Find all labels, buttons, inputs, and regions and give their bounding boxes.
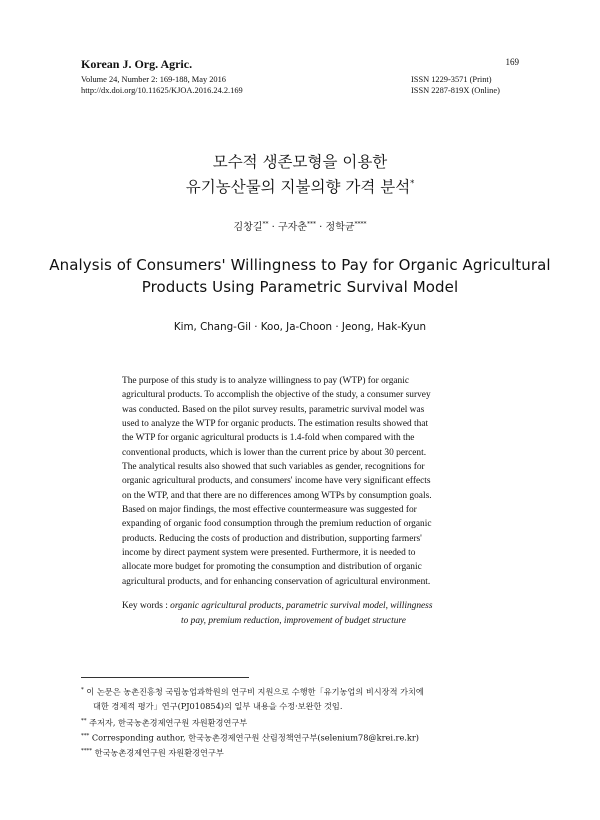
abstract-line: agricultural products, and for enhancing conservation of agricultural environment.	[122, 576, 431, 587]
footnote-2-mark: **	[81, 718, 87, 724]
author-1-mark: **	[262, 220, 269, 228]
abstract-line: organic agricultural products, and consumers' income have very significant effects	[122, 476, 431, 487]
abstract-line: products. Reducing the costs of production and distribution, supporting farmers'	[122, 533, 422, 544]
korean-title-line2	[0, 175, 600, 197]
korean-title-line1: 모수적 생존모형을 이용한	[212, 153, 388, 171]
english-title-line2: Products Using Parametric Survival Model	[141, 278, 459, 296]
abstract-line: the WTP for organic agricultural products is 1.4-fold when compared with the	[122, 433, 415, 444]
korean-author-2: 구자춘	[278, 222, 307, 233]
footnote-1-line1: 이 논문은 농촌진흥청 국립농업과학원의 연구비 지원으로 수행한「유기농업의 비시장적 가치에	[86, 686, 424, 697]
keywords	[122, 599, 478, 628]
footnote-4-text: 한국농촌경제연구원 자원환경연구부	[94, 747, 224, 758]
abstract-line: The analytical results also showed that such variables as gender, recognitions for	[122, 462, 425, 473]
footnote-1	[81, 683, 521, 713]
korean-authors	[0, 218, 600, 233]
footnote-2-text: 주저자, 한국농촌경제연구원 자원환경연구부	[89, 717, 248, 728]
abstract-line: agricultural products. To accomplish the objective of the study, a consumer survey	[122, 390, 431, 401]
abstract-line: on the WTP, and that there are no differences among WTPs by consumption goals.	[122, 490, 432, 501]
issn-online: ISSN 2287-819X (Online)	[411, 86, 500, 95]
journal-name: Korean J. Org. Agric.	[81, 57, 193, 71]
title-footnote-mark: *	[410, 178, 415, 188]
author-3-mark: ****	[354, 220, 367, 228]
author-2-mark: ***	[306, 220, 316, 228]
keywords-line2: to pay, premium reduction, improvement of budget structure	[181, 615, 406, 626]
footnote-4-mark: ****	[81, 748, 92, 754]
journal-info	[81, 74, 243, 96]
abstract-line: used to analyze the WTP for organic products. The estimation results showed that	[122, 419, 429, 430]
keywords-label: Key words :	[122, 601, 168, 611]
issn-print: ISSN 1229-3571 (Print)	[411, 75, 492, 84]
author-separator: ·	[319, 222, 323, 233]
footnote-3	[81, 729, 521, 745]
abstract-line: allocate more budget for promoting the consumption and distribution of organic	[122, 562, 422, 573]
abstract-line: income by direct payment system were presented. Furthermore, it is needed to	[122, 548, 416, 559]
author-separator: ·	[271, 222, 275, 233]
abstract-line: Based on major findings, the most effective countermeasure was suggested for	[122, 505, 417, 516]
footnote-3-mark: ***	[81, 733, 90, 739]
keywords-line1: organic agricultural products, parametric survival model, willingness	[170, 601, 433, 611]
abstract-line: The purpose of this study is to analyze willingness to pay (WTP) for organic	[122, 376, 410, 386]
footnote-4	[81, 744, 521, 760]
abstract-line: was conducted. Based on the pilot survey results, parametric survival model was	[122, 404, 425, 415]
abstract	[122, 374, 478, 589]
english-authors: Kim, Chang-Gil · Koo, Ja-Choon · Jeong, Hak-Kyun	[173, 321, 427, 333]
korean-title-text: 유기농산물의 지불의향 가격 분석	[185, 178, 411, 196]
footnote-2	[81, 714, 521, 730]
page-number: 169	[505, 57, 519, 67]
doi-link[interactable]: http://dx.doi.org/10.11625/KJOA.2016.24.2.169	[81, 86, 243, 95]
korean-author-1: 김창길	[233, 222, 263, 233]
issn-block	[411, 74, 500, 96]
abstract-line: expanding of organic food consumption through the premium reduction of organic	[122, 519, 432, 530]
abstract-line: conventional products, which is lower than the current price by about 30 percent.	[122, 447, 427, 458]
footnote-3-text: Corresponding author, 한국농촌경제연구원 산림정책연구부(selenium78@krei.re.kr)	[91, 732, 419, 743]
footnote-1-line2: 대한 경제적 평가」연구(PJ010854)의 일부 내용을 수정·보완한 것임.	[93, 700, 343, 711]
english-title-line1: Analysis of Consumers' Willingness to Pay for Organic Agricultural	[49, 256, 551, 274]
footnote-1-mark: *	[81, 687, 84, 693]
volume-line: Volume 24, Number 2: 169-188, May 2016	[81, 75, 226, 84]
korean-author-3: 정학균	[325, 222, 355, 233]
footnote-divider	[81, 677, 249, 678]
